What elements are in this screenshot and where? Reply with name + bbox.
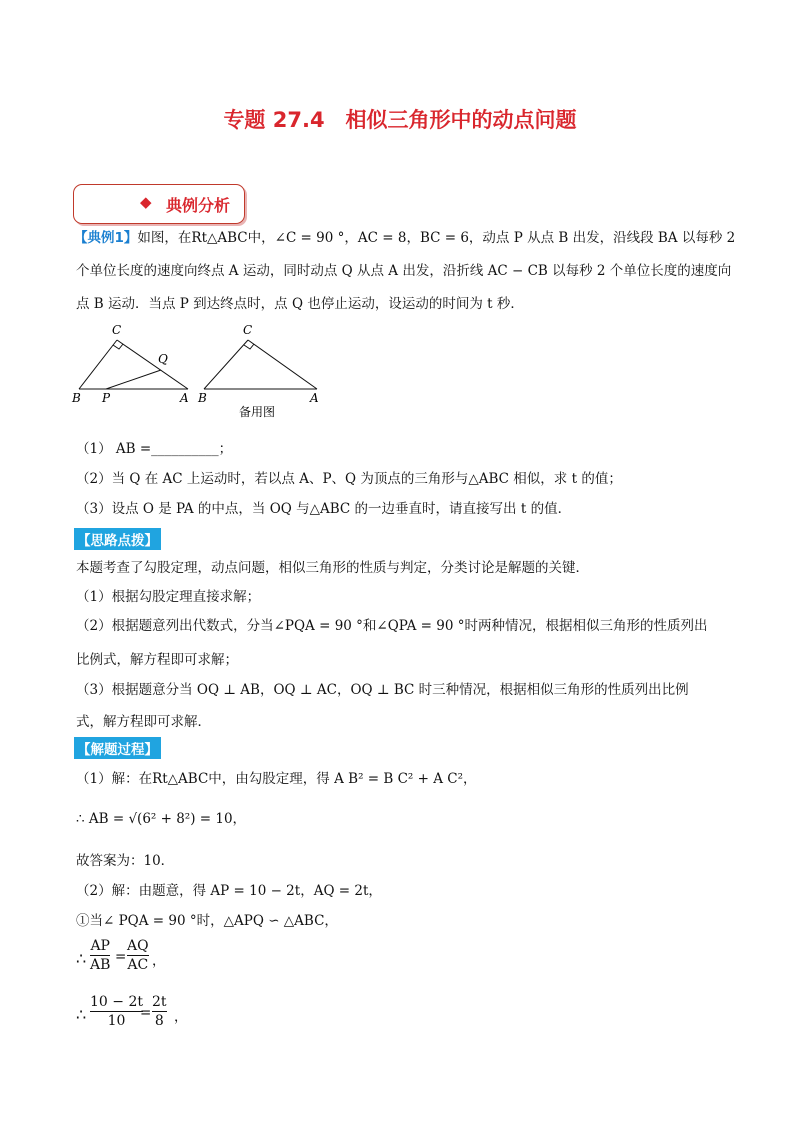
figure-caption: 备用图 <box>239 405 276 419</box>
example-line-3: 点 B 运动．当点 P 到达终点时，点 Q 也停止运动，设运动的时间为 t 秒． <box>76 296 524 312</box>
figure-1 <box>71 323 189 405</box>
fraction-ap-ab: AP AB <box>90 938 111 973</box>
fig1-label-c: C <box>112 323 122 337</box>
fig1-label-a: A <box>180 391 189 405</box>
hint-para-1: 本题考查了勾股定理，动点问题，相似三角形的性质与判定，分类讨论是解题的关键． <box>76 560 589 576</box>
triangle-figures <box>68 320 348 420</box>
example-line-1: 【典例1】如图，在Rt△ABC中，∠C = 90 °，AC = 8，BC = 6，动点 P 从点 B 出发，沿线段 BA 以每秒 2 <box>74 230 736 246</box>
diamond-icon: ◆ <box>140 193 152 211</box>
hint-para-2: （1）根据勾股定理直接求解； <box>76 589 261 605</box>
fig1-label-p: P <box>102 391 111 405</box>
hint-tag: 【思路点拨】 <box>74 528 161 550</box>
fig1-label-q: Q <box>158 352 168 366</box>
therefore-1: ∴ <box>76 949 87 968</box>
example-line-2: 个单位长度的速度向终点 A 运动，同时动点 Q 从点 A 出发，沿折线 AC − CB 以每秒 2 个单位长度的速度向 <box>76 263 732 279</box>
figure-2 <box>197 323 319 419</box>
comma-1: ， <box>152 953 166 969</box>
fig1-label-b: B <box>72 391 81 405</box>
fig2-label-b: B <box>198 391 207 405</box>
solution-step-3: 故答案为：10． <box>76 853 175 869</box>
hint-para-4: 比例式，解方程即可求解； <box>76 652 238 668</box>
hint-para-6: 式，解方程即可求解． <box>76 714 211 730</box>
fig2-label-c: C <box>243 323 253 337</box>
page-title: 专题 27.4 相似三角形中的动点问题 <box>223 108 577 132</box>
question-3: （3）设点 O 是 PA 的中点，当 OQ 与△ABC 的一边垂直时，请直接写出 t 的值． <box>76 501 572 517</box>
solution-step-4: （2）解：由题意，得 AP = 10 − 2t，AQ = 2t， <box>76 883 382 899</box>
section-label: 典例分析 <box>166 196 231 215</box>
question-1: （1） AB =__________； <box>76 441 233 457</box>
comma-2: ， <box>174 1009 188 1025</box>
solution-step-2: ∴ AB = √(6² + 8²) = 10， <box>76 811 247 827</box>
equals-sign-1: = <box>115 949 127 965</box>
hint-para-3: （2）根据题意列出代数式，分当∠PQA = 90 °和∠QPA = 90 °时两种情况，根据相似三角形的性质列出 <box>76 618 708 634</box>
question-2: （2）当 Q 在 AC 上运动时，若以点 A、P、Q 为顶点的三角形与△ABC 相似，求 t 的值； <box>76 471 622 487</box>
equals-sign-2: = <box>140 1005 152 1021</box>
section-header <box>73 184 245 224</box>
fraction-2t-8: 2t 8 <box>152 994 167 1029</box>
fig2-label-a: A <box>310 391 319 405</box>
therefore-2: ∴ <box>76 1005 87 1024</box>
hint-para-5: （3）根据题意分当 OQ ⊥ AB，OQ ⊥ AC，OQ ⊥ BC 时三种情况，根据相似三角形的性质列出比例 <box>76 682 689 698</box>
fraction-aq-ac: AQ AC <box>127 938 149 973</box>
example-tag: 【典例1】 <box>74 230 138 246</box>
solution-tag: 【解题过程】 <box>74 737 161 759</box>
fraction-10-2t-10: 10 − 2t 10 <box>90 994 143 1029</box>
solution-step-5: ①当∠ PQA = 90 °时，△APQ ∽ △ABC， <box>76 913 338 929</box>
solution-step-1: （1）解：在Rt△ABC中，由勾股定理，得 A B² = B C² + A C²， <box>76 771 477 787</box>
